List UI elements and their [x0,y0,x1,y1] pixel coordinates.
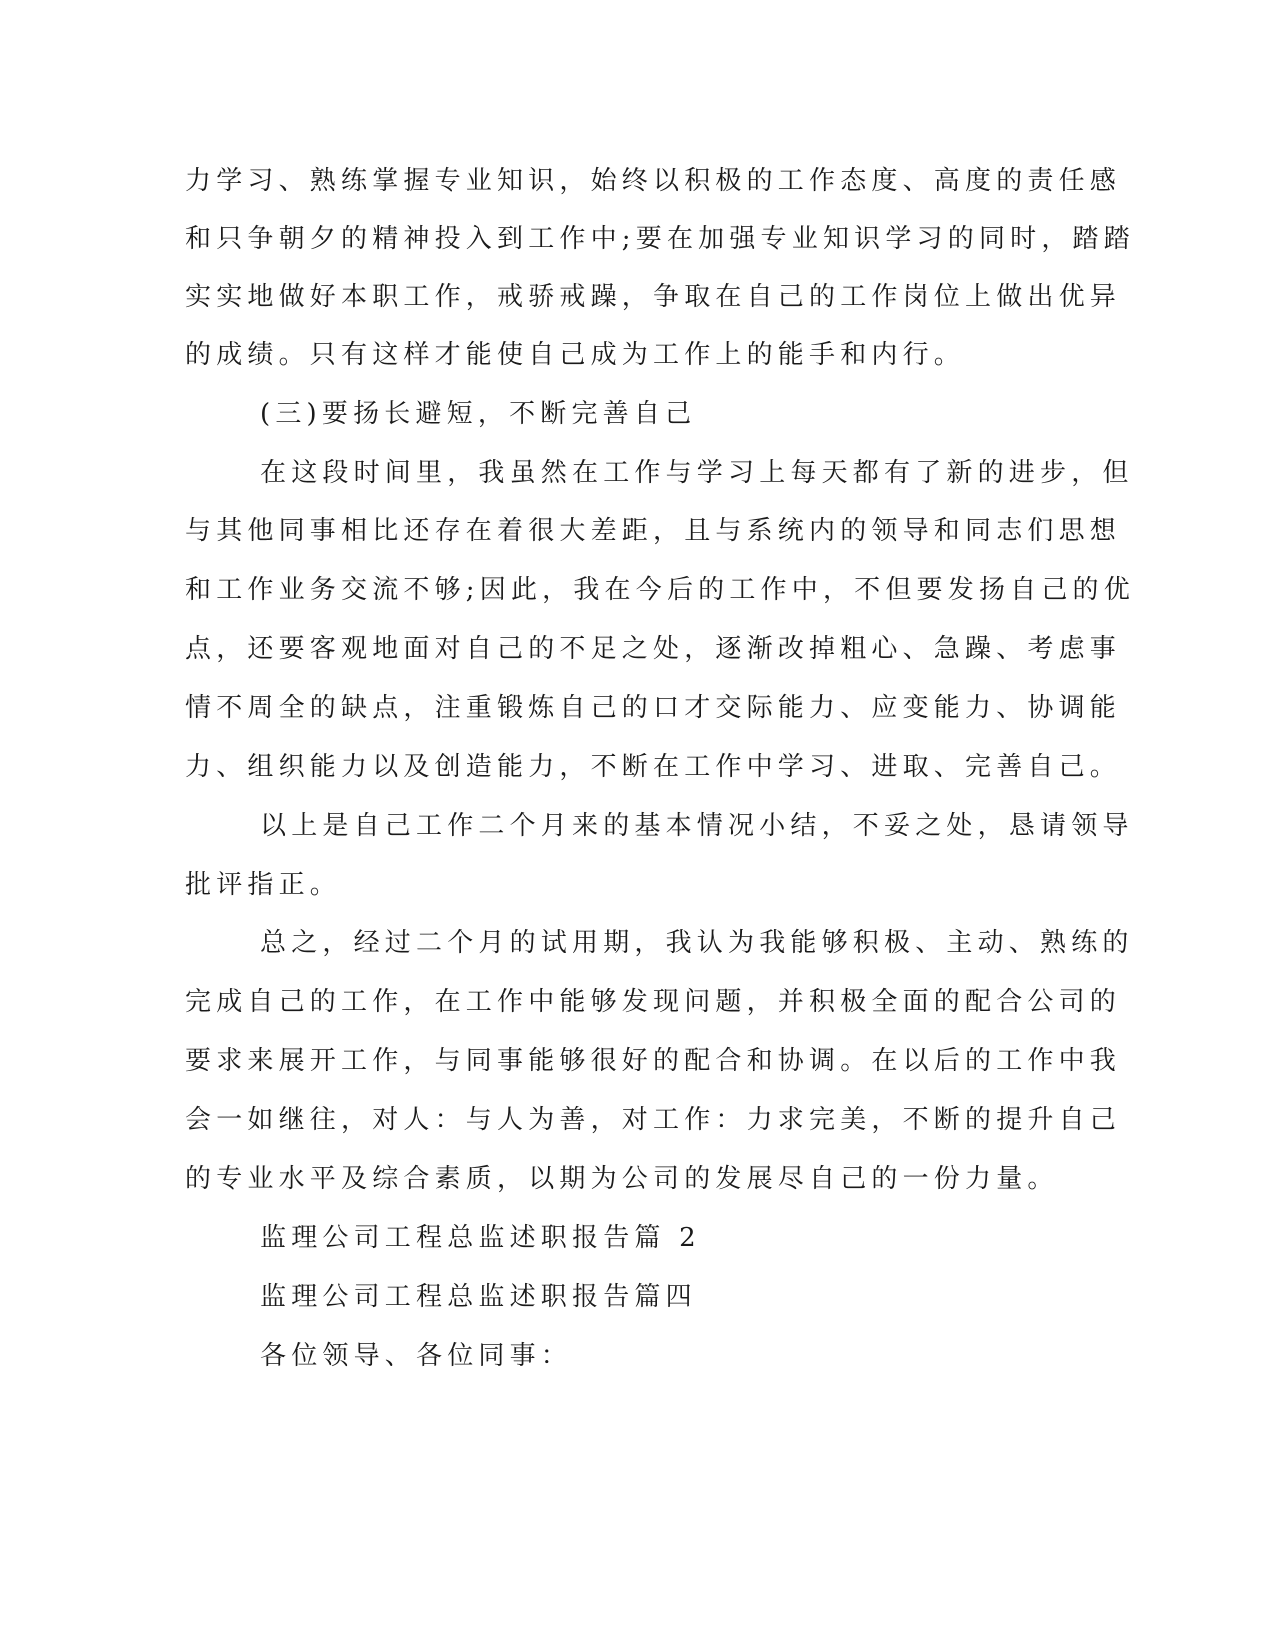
text-line: 以上是自己工作二个月来的基本情况小结，不妥之处，恳请领导 [260,811,1134,841]
text-line: 力、组织能力以及创造能力，不断在工作中学习、进取、完善自己。 [185,752,1122,782]
text-line: 总之，经过二个月的试用期，我认为我能够积极、主动、熟练的 [260,928,1134,958]
text-line: 会一如继往，对人：与人为善，对工作：力求完美，不断的提升自己 [185,1105,1122,1135]
text-line: 和只争朝夕的精神投入到工作中;要在加强专业知识学习的同时，踏踏 [185,224,1135,254]
text-line: 要求来展开工作，与同事能够很好的配合和协调。在以后的工作中我 [185,1046,1122,1076]
section-title: 监理公司工程总监述职报告篇四 [260,1282,697,1312]
text-line: 与其他同事相比还存在着很大差距，且与系统内的领导和同志们思想 [185,516,1122,546]
section-heading: (三)要扬长避短，不断完善自己 [260,399,697,429]
salutation: 各位领导、各位同事： [260,1341,573,1371]
text-line: 点，还要客观地面对自己的不足之处，逐渐改掉粗心、急躁、考虑事 [185,634,1122,664]
text-line: 情不周全的缺点，注重锻炼自己的口才交际能力、应变能力、协调能 [185,693,1122,723]
text-line: 完成自己的工作，在工作中能够发现问题，并积极全面的配合公司的 [185,987,1122,1017]
text-line: 实实地做好本职工作，戒骄戒躁，争取在自己的工作岗位上做出优异 [185,282,1122,312]
text-line: 的成绩。只有这样才能使自己成为工作上的能手和内行。 [185,340,966,370]
text-line: 力学习、熟练掌握专业知识，始终以积极的工作态度、高度的责任感 [185,166,1122,196]
text-line: 批评指正。 [185,870,342,900]
section-title: 监理公司工程总监述职报告篇 2 [260,1223,701,1253]
text-line: 的专业水平及综合素质，以期为公司的发展尽自己的一份力量。 [185,1164,1059,1194]
text-line: 和工作业务交流不够;因此，我在今后的工作中，不但要发扬自己的优 [185,575,1135,605]
text-line: 在这段时间里，我虽然在工作与学习上每天都有了新的进步，但 [260,458,1134,488]
